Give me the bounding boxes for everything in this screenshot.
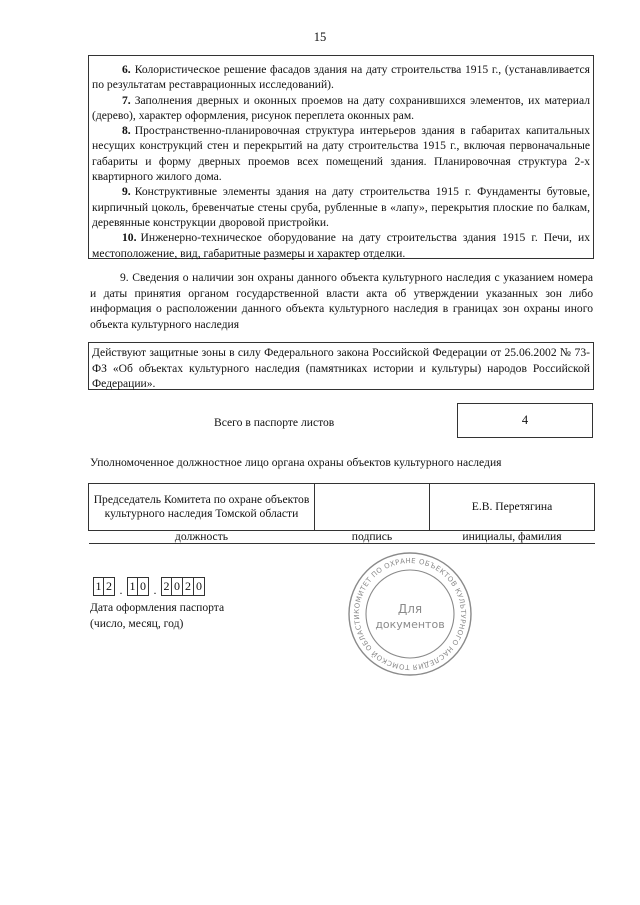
page-number: 15 xyxy=(313,30,327,44)
feature-item: 6. Колористическое решение фасадов здания на дату строительства 1915 г., (устанавливается по результатам реставрационных исследований). xyxy=(92,63,590,92)
signature-caption: подпись xyxy=(315,531,430,544)
issue-date-caption: Дата оформления паспорта (число, месяц, год) xyxy=(90,601,225,630)
seal-center-line-1: Для xyxy=(397,602,423,616)
seal-center-line-2: документов xyxy=(375,618,445,631)
official-heading: Уполномоченное должностное лицо органа охраны объектов культурного наследия xyxy=(90,456,502,469)
date-digit: 2 xyxy=(183,577,194,596)
date-digit: 1 xyxy=(93,577,104,596)
protection-zones-box: Действуют защитные зоны в силу Федерального закона Российской Федерации от 25.06.2002 № 73-ФЗ «Об объектах культурного наследия (памятниках истории и культуры) народов Российской Федерации». xyxy=(88,342,594,390)
official-position: Председатель Комитета по охране объектов культурного наследия Томской области xyxy=(89,484,315,531)
section-9-heading: 9. Сведения о наличии зон охраны данного объекта культурного наследия с указанием номера и даты принятия органом государственной власти акта об утверждении указанных зон либо информация о расположении данного объекта культурного наследия в границах зон охраны иного объекта культурного наследия xyxy=(90,271,593,331)
signature-table xyxy=(88,483,595,544)
date-separator: . xyxy=(153,583,157,597)
date-digit: 1 xyxy=(127,577,138,596)
date-digit: 0 xyxy=(138,577,149,596)
date-digit: 2 xyxy=(161,577,172,596)
feature-item: 10. Инженерно-техническое оборудование на дату строительства здания 1915 г. Печи, их местоположение, вид, габаритные размеры и характер отделки. xyxy=(92,231,590,260)
position-caption: должность xyxy=(89,531,315,544)
date-digit: 2 xyxy=(104,577,115,596)
feature-item: 9. Конструктивные элементы здания на дату строительства 1915 г. Фундаменты бутовые, кирпичный цоколь, бревенчатые стены сруба, рубленные в «лапу», перекрытия плоские по балкам, деревянные конструкции дворовой пристройки. xyxy=(92,185,590,229)
sheets-count-box: 4 xyxy=(457,403,593,438)
official-seal-stamp xyxy=(346,550,474,678)
seal-outer-text: КОМИТЕТ ПО ОХРАНЕ ОБЪЕКТОВ КУЛЬТУРНОГО НАСЛЕДИЯ ТОМСКОЙ ОБЛАСТИ xyxy=(352,556,468,672)
date-digit: 0 xyxy=(172,577,183,596)
date-separator: . xyxy=(119,583,123,597)
feature-item: 7. Заполнения дверных и оконных проемов на дату сохранившихся элементов, их материал (дерево), характер оформления, рисунок переплета оконных рам. xyxy=(92,93,590,122)
official-name: Е.В. Перетягина xyxy=(430,484,595,531)
protected-features-box xyxy=(88,55,594,259)
signature-cell xyxy=(315,484,430,531)
issue-date-boxes xyxy=(93,577,205,596)
feature-item: 8. Пространственно-планировочная структура интерьеров здания в габаритах капитальных несущих конструкций стен и перекрытий на дату строительства 1915 г., включая первоначальные габариты и форму дверных проемов всех помещений здания. Планировочная структура 2-х квартирного жилого дома. xyxy=(92,124,590,184)
name-caption: инициалы, фамилия xyxy=(430,531,595,544)
sheets-count-label: Всего в паспорте листов xyxy=(214,416,335,429)
date-digit: 0 xyxy=(194,577,205,596)
